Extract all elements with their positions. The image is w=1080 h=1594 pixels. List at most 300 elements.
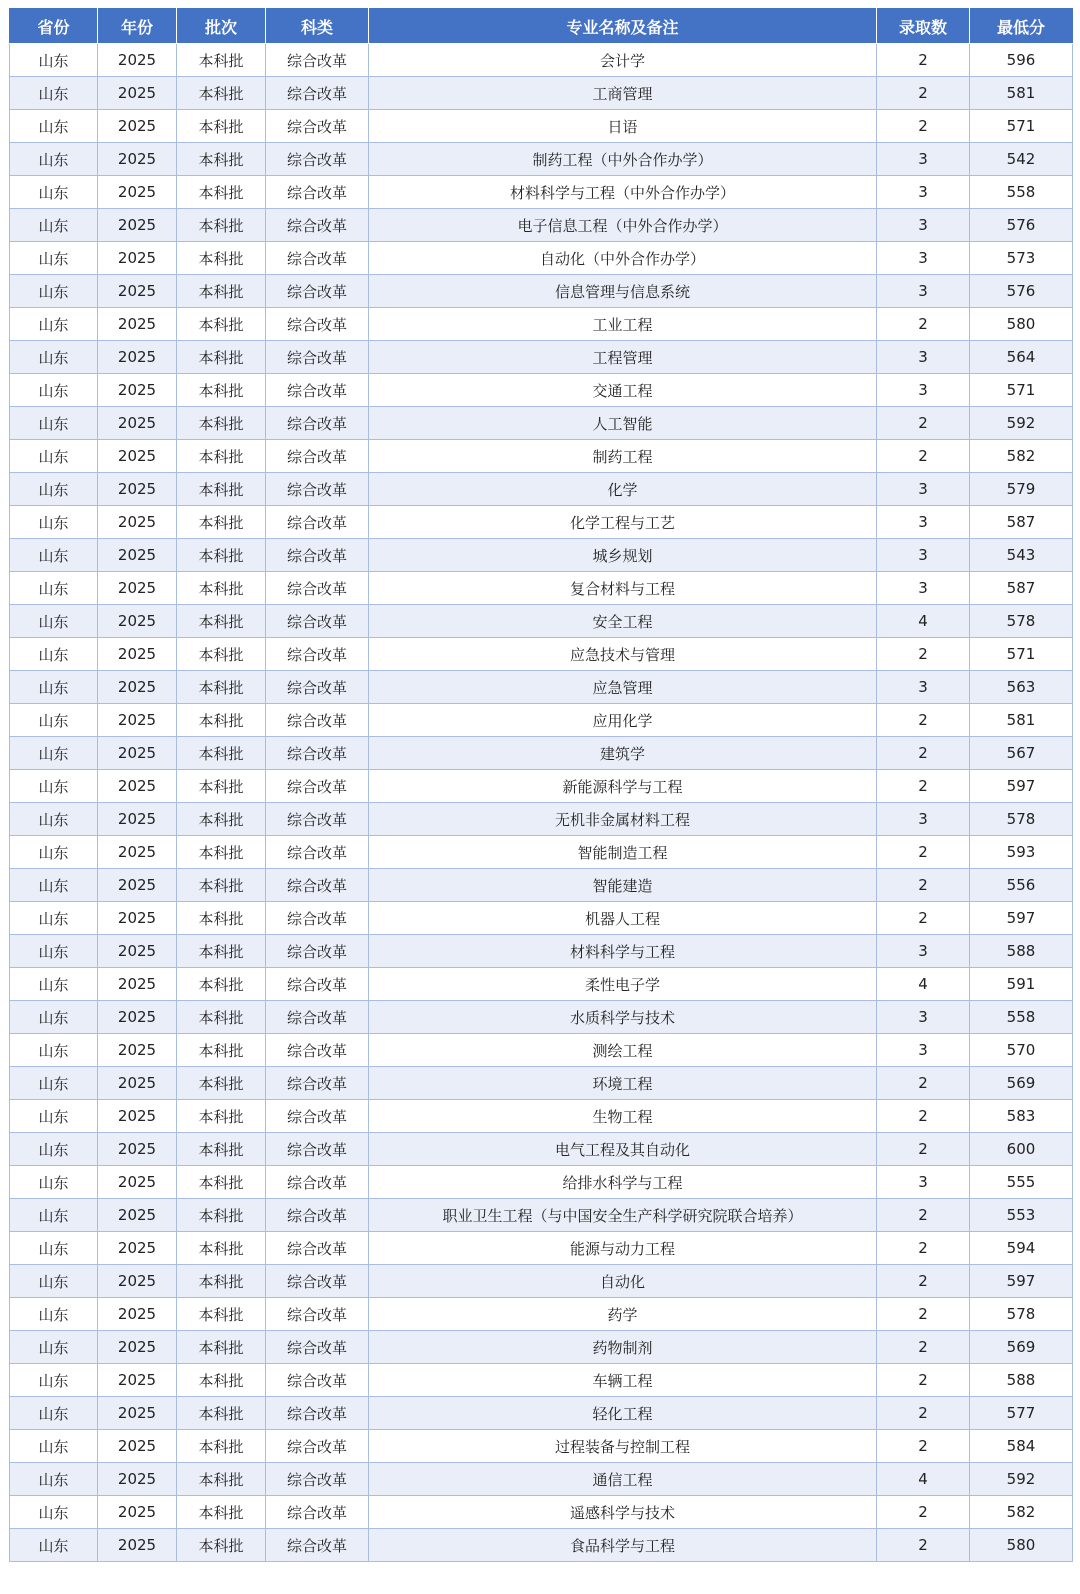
cell-min-score: 578 bbox=[970, 803, 1073, 836]
cell-major: 材料科学与工程（中外合作办学） bbox=[369, 176, 877, 209]
cell-subject-type: 综合改革 bbox=[266, 506, 369, 539]
cell-admitted-count: 3 bbox=[877, 671, 970, 704]
cell-year: 2025 bbox=[98, 638, 177, 671]
cell-year: 2025 bbox=[98, 539, 177, 572]
cell-subject-type: 综合改革 bbox=[266, 572, 369, 605]
cell-major: 化学 bbox=[369, 473, 877, 506]
table-row bbox=[10, 77, 1073, 110]
cell-year: 2025 bbox=[98, 1034, 177, 1067]
cell-province: 山东 bbox=[10, 1364, 98, 1397]
cell-admitted-count: 3 bbox=[877, 572, 970, 605]
cell-year: 2025 bbox=[98, 506, 177, 539]
cell-min-score: 588 bbox=[970, 935, 1073, 968]
cell-min-score: 564 bbox=[970, 341, 1073, 374]
cell-year: 2025 bbox=[98, 209, 177, 242]
cell-min-score: 558 bbox=[970, 176, 1073, 209]
cell-year: 2025 bbox=[98, 836, 177, 869]
cell-province: 山东 bbox=[10, 968, 98, 1001]
cell-batch: 本科批 bbox=[177, 1364, 266, 1397]
cell-admitted-count: 4 bbox=[877, 968, 970, 1001]
cell-year: 2025 bbox=[98, 1430, 177, 1463]
cell-batch: 本科批 bbox=[177, 1232, 266, 1265]
table-row bbox=[10, 869, 1073, 902]
cell-min-score: 582 bbox=[970, 1496, 1073, 1529]
cell-admitted-count: 3 bbox=[877, 1001, 970, 1034]
table-row bbox=[10, 44, 1073, 77]
cell-batch: 本科批 bbox=[177, 1034, 266, 1067]
cell-major: 城乡规划 bbox=[369, 539, 877, 572]
cell-major: 应用化学 bbox=[369, 704, 877, 737]
cell-admitted-count: 3 bbox=[877, 341, 970, 374]
cell-min-score: 543 bbox=[970, 539, 1073, 572]
cell-min-score: 578 bbox=[970, 605, 1073, 638]
cell-major: 应急管理 bbox=[369, 671, 877, 704]
table-row bbox=[10, 1100, 1073, 1133]
cell-major: 电子信息工程（中外合作办学） bbox=[369, 209, 877, 242]
table-row bbox=[10, 1529, 1073, 1562]
cell-min-score: 571 bbox=[970, 638, 1073, 671]
cell-subject-type: 综合改革 bbox=[266, 1199, 369, 1232]
cell-province: 山东 bbox=[10, 1166, 98, 1199]
cell-batch: 本科批 bbox=[177, 704, 266, 737]
cell-year: 2025 bbox=[98, 275, 177, 308]
cell-year: 2025 bbox=[98, 1331, 177, 1364]
header-min-score: 最低分 bbox=[970, 9, 1073, 44]
cell-province: 山东 bbox=[10, 836, 98, 869]
cell-batch: 本科批 bbox=[177, 176, 266, 209]
cell-subject-type: 综合改革 bbox=[266, 737, 369, 770]
table-row bbox=[10, 1463, 1073, 1496]
cell-min-score: 582 bbox=[970, 440, 1073, 473]
cell-min-score: 591 bbox=[970, 968, 1073, 1001]
cell-admitted-count: 2 bbox=[877, 44, 970, 77]
cell-batch: 本科批 bbox=[177, 935, 266, 968]
cell-year: 2025 bbox=[98, 1397, 177, 1430]
cell-year: 2025 bbox=[98, 1529, 177, 1562]
cell-year: 2025 bbox=[98, 473, 177, 506]
cell-batch: 本科批 bbox=[177, 242, 266, 275]
cell-subject-type: 综合改革 bbox=[266, 1430, 369, 1463]
table-row bbox=[10, 572, 1073, 605]
cell-batch: 本科批 bbox=[177, 869, 266, 902]
cell-batch: 本科批 bbox=[177, 506, 266, 539]
table-row bbox=[10, 737, 1073, 770]
cell-province: 山东 bbox=[10, 1067, 98, 1100]
cell-province: 山东 bbox=[10, 176, 98, 209]
cell-major: 建筑学 bbox=[369, 737, 877, 770]
cell-admitted-count: 2 bbox=[877, 1397, 970, 1430]
cell-province: 山东 bbox=[10, 275, 98, 308]
cell-batch: 本科批 bbox=[177, 572, 266, 605]
cell-admitted-count: 2 bbox=[877, 737, 970, 770]
table-row bbox=[10, 440, 1073, 473]
cell-admitted-count: 3 bbox=[877, 473, 970, 506]
table-row bbox=[10, 143, 1073, 176]
cell-major: 环境工程 bbox=[369, 1067, 877, 1100]
cell-admitted-count: 3 bbox=[877, 539, 970, 572]
cell-year: 2025 bbox=[98, 737, 177, 770]
table-row bbox=[10, 110, 1073, 143]
header-row bbox=[10, 9, 1073, 44]
cell-admitted-count: 2 bbox=[877, 77, 970, 110]
table-row bbox=[10, 209, 1073, 242]
cell-major: 自动化 bbox=[369, 1265, 877, 1298]
cell-province: 山东 bbox=[10, 473, 98, 506]
cell-major: 工程管理 bbox=[369, 341, 877, 374]
cell-min-score: 581 bbox=[970, 704, 1073, 737]
cell-batch: 本科批 bbox=[177, 1133, 266, 1166]
cell-province: 山东 bbox=[10, 1529, 98, 1562]
cell-batch: 本科批 bbox=[177, 1463, 266, 1496]
cell-major: 药物制剂 bbox=[369, 1331, 877, 1364]
cell-min-score: 597 bbox=[970, 770, 1073, 803]
cell-subject-type: 综合改革 bbox=[266, 539, 369, 572]
cell-admitted-count: 2 bbox=[877, 1232, 970, 1265]
cell-major: 自动化（中外合作办学） bbox=[369, 242, 877, 275]
cell-year: 2025 bbox=[98, 1100, 177, 1133]
cell-province: 山东 bbox=[10, 1100, 98, 1133]
table-row bbox=[10, 473, 1073, 506]
header-admitted-count: 录取数 bbox=[877, 9, 970, 44]
cell-major: 交通工程 bbox=[369, 374, 877, 407]
cell-subject-type: 综合改革 bbox=[266, 770, 369, 803]
cell-min-score: 571 bbox=[970, 110, 1073, 143]
cell-province: 山东 bbox=[10, 77, 98, 110]
cell-subject-type: 综合改革 bbox=[266, 1034, 369, 1067]
cell-batch: 本科批 bbox=[177, 374, 266, 407]
table-row bbox=[10, 1001, 1073, 1034]
cell-subject-type: 综合改革 bbox=[266, 1100, 369, 1133]
cell-admitted-count: 2 bbox=[877, 1331, 970, 1364]
table-row bbox=[10, 1364, 1073, 1397]
cell-batch: 本科批 bbox=[177, 1001, 266, 1034]
header-year: 年份 bbox=[98, 9, 177, 44]
cell-min-score: 580 bbox=[970, 1529, 1073, 1562]
table-header bbox=[10, 9, 1073, 44]
cell-batch: 本科批 bbox=[177, 1100, 266, 1133]
cell-province: 山东 bbox=[10, 308, 98, 341]
cell-subject-type: 综合改革 bbox=[266, 1166, 369, 1199]
cell-major: 生物工程 bbox=[369, 1100, 877, 1133]
table-row bbox=[10, 374, 1073, 407]
cell-major: 信息管理与信息系统 bbox=[369, 275, 877, 308]
cell-province: 山东 bbox=[10, 1034, 98, 1067]
table-row bbox=[10, 1265, 1073, 1298]
cell-min-score: 569 bbox=[970, 1067, 1073, 1100]
cell-min-score: 600 bbox=[970, 1133, 1073, 1166]
cell-province: 山东 bbox=[10, 671, 98, 704]
cell-admitted-count: 3 bbox=[877, 803, 970, 836]
cell-year: 2025 bbox=[98, 308, 177, 341]
cell-province: 山东 bbox=[10, 242, 98, 275]
cell-batch: 本科批 bbox=[177, 737, 266, 770]
cell-major: 药学 bbox=[369, 1298, 877, 1331]
table-row bbox=[10, 836, 1073, 869]
cell-subject-type: 综合改革 bbox=[266, 1001, 369, 1034]
cell-min-score: 584 bbox=[970, 1430, 1073, 1463]
cell-admitted-count: 2 bbox=[877, 1364, 970, 1397]
cell-province: 山东 bbox=[10, 341, 98, 374]
table-row bbox=[10, 605, 1073, 638]
cell-year: 2025 bbox=[98, 605, 177, 638]
header-province: 省份 bbox=[10, 9, 98, 44]
cell-province: 山东 bbox=[10, 737, 98, 770]
cell-batch: 本科批 bbox=[177, 1265, 266, 1298]
cell-min-score: 542 bbox=[970, 143, 1073, 176]
table-row bbox=[10, 902, 1073, 935]
cell-admitted-count: 2 bbox=[877, 1430, 970, 1463]
cell-batch: 本科批 bbox=[177, 110, 266, 143]
cell-major: 新能源科学与工程 bbox=[369, 770, 877, 803]
cell-subject-type: 综合改革 bbox=[266, 1463, 369, 1496]
cell-subject-type: 综合改革 bbox=[266, 308, 369, 341]
cell-year: 2025 bbox=[98, 77, 177, 110]
table-row bbox=[10, 506, 1073, 539]
admission-score-table bbox=[9, 8, 1073, 1562]
cell-min-score: 576 bbox=[970, 209, 1073, 242]
cell-subject-type: 综合改革 bbox=[266, 143, 369, 176]
cell-batch: 本科批 bbox=[177, 1166, 266, 1199]
cell-major: 能源与动力工程 bbox=[369, 1232, 877, 1265]
cell-subject-type: 综合改革 bbox=[266, 440, 369, 473]
cell-province: 山东 bbox=[10, 44, 98, 77]
cell-min-score: 556 bbox=[970, 869, 1073, 902]
cell-major: 化学工程与工艺 bbox=[369, 506, 877, 539]
cell-province: 山东 bbox=[10, 638, 98, 671]
cell-admitted-count: 3 bbox=[877, 506, 970, 539]
cell-major: 无机非金属材料工程 bbox=[369, 803, 877, 836]
admission-table-container bbox=[9, 8, 1072, 1562]
table-row bbox=[10, 1133, 1073, 1166]
cell-subject-type: 综合改革 bbox=[266, 77, 369, 110]
cell-major: 材料科学与工程 bbox=[369, 935, 877, 968]
cell-min-score: 592 bbox=[970, 407, 1073, 440]
cell-admitted-count: 2 bbox=[877, 638, 970, 671]
cell-major: 电气工程及其自动化 bbox=[369, 1133, 877, 1166]
cell-year: 2025 bbox=[98, 1133, 177, 1166]
cell-major: 智能建造 bbox=[369, 869, 877, 902]
cell-major: 复合材料与工程 bbox=[369, 572, 877, 605]
cell-subject-type: 综合改革 bbox=[266, 1232, 369, 1265]
cell-min-score: 597 bbox=[970, 902, 1073, 935]
cell-batch: 本科批 bbox=[177, 1430, 266, 1463]
cell-min-score: 558 bbox=[970, 1001, 1073, 1034]
table-row bbox=[10, 308, 1073, 341]
cell-subject-type: 综合改革 bbox=[266, 44, 369, 77]
cell-province: 山东 bbox=[10, 902, 98, 935]
cell-province: 山东 bbox=[10, 935, 98, 968]
cell-province: 山东 bbox=[10, 1001, 98, 1034]
cell-province: 山东 bbox=[10, 572, 98, 605]
cell-min-score: 578 bbox=[970, 1298, 1073, 1331]
cell-province: 山东 bbox=[10, 407, 98, 440]
cell-batch: 本科批 bbox=[177, 143, 266, 176]
cell-min-score: 588 bbox=[970, 1364, 1073, 1397]
cell-major: 过程装备与控制工程 bbox=[369, 1430, 877, 1463]
table-row bbox=[10, 1166, 1073, 1199]
cell-admitted-count: 2 bbox=[877, 407, 970, 440]
cell-admitted-count: 2 bbox=[877, 902, 970, 935]
cell-major: 应急技术与管理 bbox=[369, 638, 877, 671]
cell-admitted-count: 3 bbox=[877, 374, 970, 407]
cell-major: 工业工程 bbox=[369, 308, 877, 341]
cell-province: 山东 bbox=[10, 209, 98, 242]
cell-year: 2025 bbox=[98, 869, 177, 902]
cell-subject-type: 综合改革 bbox=[266, 1067, 369, 1100]
cell-year: 2025 bbox=[98, 440, 177, 473]
table-row bbox=[10, 704, 1073, 737]
cell-min-score: 596 bbox=[970, 44, 1073, 77]
table-row bbox=[10, 539, 1073, 572]
cell-subject-type: 综合改革 bbox=[266, 638, 369, 671]
cell-major: 给排水科学与工程 bbox=[369, 1166, 877, 1199]
cell-admitted-count: 3 bbox=[877, 242, 970, 275]
cell-subject-type: 综合改革 bbox=[266, 341, 369, 374]
table-row bbox=[10, 638, 1073, 671]
cell-batch: 本科批 bbox=[177, 638, 266, 671]
table-row bbox=[10, 1034, 1073, 1067]
cell-admitted-count: 3 bbox=[877, 1034, 970, 1067]
cell-province: 山东 bbox=[10, 869, 98, 902]
cell-province: 山东 bbox=[10, 605, 98, 638]
cell-year: 2025 bbox=[98, 968, 177, 1001]
cell-min-score: 555 bbox=[970, 1166, 1073, 1199]
cell-batch: 本科批 bbox=[177, 209, 266, 242]
cell-min-score: 553 bbox=[970, 1199, 1073, 1232]
cell-batch: 本科批 bbox=[177, 44, 266, 77]
cell-admitted-count: 2 bbox=[877, 1298, 970, 1331]
cell-admitted-count: 4 bbox=[877, 1463, 970, 1496]
cell-subject-type: 综合改革 bbox=[266, 1496, 369, 1529]
cell-year: 2025 bbox=[98, 1067, 177, 1100]
cell-year: 2025 bbox=[98, 110, 177, 143]
cell-admitted-count: 2 bbox=[877, 869, 970, 902]
cell-province: 山东 bbox=[10, 803, 98, 836]
cell-min-score: 567 bbox=[970, 737, 1073, 770]
cell-admitted-count: 2 bbox=[877, 1133, 970, 1166]
cell-batch: 本科批 bbox=[177, 1199, 266, 1232]
cell-year: 2025 bbox=[98, 374, 177, 407]
table-row bbox=[10, 407, 1073, 440]
table-row bbox=[10, 1298, 1073, 1331]
cell-province: 山东 bbox=[10, 506, 98, 539]
cell-batch: 本科批 bbox=[177, 539, 266, 572]
cell-admitted-count: 2 bbox=[877, 836, 970, 869]
cell-year: 2025 bbox=[98, 935, 177, 968]
cell-major: 通信工程 bbox=[369, 1463, 877, 1496]
cell-subject-type: 综合改革 bbox=[266, 605, 369, 638]
cell-subject-type: 综合改革 bbox=[266, 242, 369, 275]
table-row bbox=[10, 1397, 1073, 1430]
cell-province: 山东 bbox=[10, 440, 98, 473]
cell-major: 机器人工程 bbox=[369, 902, 877, 935]
cell-province: 山东 bbox=[10, 704, 98, 737]
cell-province: 山东 bbox=[10, 539, 98, 572]
cell-year: 2025 bbox=[98, 1001, 177, 1034]
cell-year: 2025 bbox=[98, 902, 177, 935]
cell-major: 智能制造工程 bbox=[369, 836, 877, 869]
cell-province: 山东 bbox=[10, 1298, 98, 1331]
cell-major: 工商管理 bbox=[369, 77, 877, 110]
cell-batch: 本科批 bbox=[177, 1529, 266, 1562]
cell-province: 山东 bbox=[10, 1430, 98, 1463]
cell-admitted-count: 2 bbox=[877, 1199, 970, 1232]
cell-batch: 本科批 bbox=[177, 1397, 266, 1430]
cell-min-score: 587 bbox=[970, 506, 1073, 539]
cell-batch: 本科批 bbox=[177, 605, 266, 638]
cell-subject-type: 综合改革 bbox=[266, 803, 369, 836]
cell-province: 山东 bbox=[10, 1397, 98, 1430]
cell-admitted-count: 2 bbox=[877, 1529, 970, 1562]
cell-subject-type: 综合改革 bbox=[266, 902, 369, 935]
cell-year: 2025 bbox=[98, 1298, 177, 1331]
cell-year: 2025 bbox=[98, 44, 177, 77]
header-major: 专业名称及备注 bbox=[369, 9, 877, 44]
cell-year: 2025 bbox=[98, 770, 177, 803]
cell-min-score: 563 bbox=[970, 671, 1073, 704]
cell-min-score: 576 bbox=[970, 275, 1073, 308]
cell-admitted-count: 4 bbox=[877, 605, 970, 638]
cell-admitted-count: 2 bbox=[877, 308, 970, 341]
cell-subject-type: 综合改革 bbox=[266, 968, 369, 1001]
cell-year: 2025 bbox=[98, 1166, 177, 1199]
cell-province: 山东 bbox=[10, 1232, 98, 1265]
cell-admitted-count: 2 bbox=[877, 1100, 970, 1133]
cell-batch: 本科批 bbox=[177, 440, 266, 473]
cell-subject-type: 综合改革 bbox=[266, 374, 369, 407]
table-row bbox=[10, 1199, 1073, 1232]
cell-subject-type: 综合改革 bbox=[266, 407, 369, 440]
table-row bbox=[10, 1232, 1073, 1265]
cell-subject-type: 综合改革 bbox=[266, 869, 369, 902]
table-row bbox=[10, 803, 1073, 836]
cell-batch: 本科批 bbox=[177, 902, 266, 935]
cell-batch: 本科批 bbox=[177, 1496, 266, 1529]
cell-min-score: 580 bbox=[970, 308, 1073, 341]
cell-batch: 本科批 bbox=[177, 1067, 266, 1100]
cell-min-score: 581 bbox=[970, 77, 1073, 110]
cell-major: 测绘工程 bbox=[369, 1034, 877, 1067]
header-batch: 批次 bbox=[177, 9, 266, 44]
cell-major: 遥感科学与技术 bbox=[369, 1496, 877, 1529]
cell-batch: 本科批 bbox=[177, 671, 266, 704]
cell-admitted-count: 3 bbox=[877, 176, 970, 209]
cell-subject-type: 综合改革 bbox=[266, 1364, 369, 1397]
cell-admitted-count: 3 bbox=[877, 275, 970, 308]
cell-batch: 本科批 bbox=[177, 473, 266, 506]
cell-year: 2025 bbox=[98, 1232, 177, 1265]
cell-major: 制药工程 bbox=[369, 440, 877, 473]
cell-min-score: 592 bbox=[970, 1463, 1073, 1496]
cell-admitted-count: 2 bbox=[877, 1067, 970, 1100]
cell-batch: 本科批 bbox=[177, 308, 266, 341]
cell-min-score: 587 bbox=[970, 572, 1073, 605]
cell-province: 山东 bbox=[10, 1463, 98, 1496]
cell-major: 会计学 bbox=[369, 44, 877, 77]
table-row bbox=[10, 1496, 1073, 1529]
cell-province: 山东 bbox=[10, 1496, 98, 1529]
cell-batch: 本科批 bbox=[177, 77, 266, 110]
cell-min-score: 583 bbox=[970, 1100, 1073, 1133]
cell-province: 山东 bbox=[10, 143, 98, 176]
cell-admitted-count: 2 bbox=[877, 1265, 970, 1298]
cell-subject-type: 综合改革 bbox=[266, 1133, 369, 1166]
cell-subject-type: 综合改革 bbox=[266, 473, 369, 506]
cell-year: 2025 bbox=[98, 1265, 177, 1298]
cell-subject-type: 综合改革 bbox=[266, 1397, 369, 1430]
cell-min-score: 579 bbox=[970, 473, 1073, 506]
cell-province: 山东 bbox=[10, 1331, 98, 1364]
